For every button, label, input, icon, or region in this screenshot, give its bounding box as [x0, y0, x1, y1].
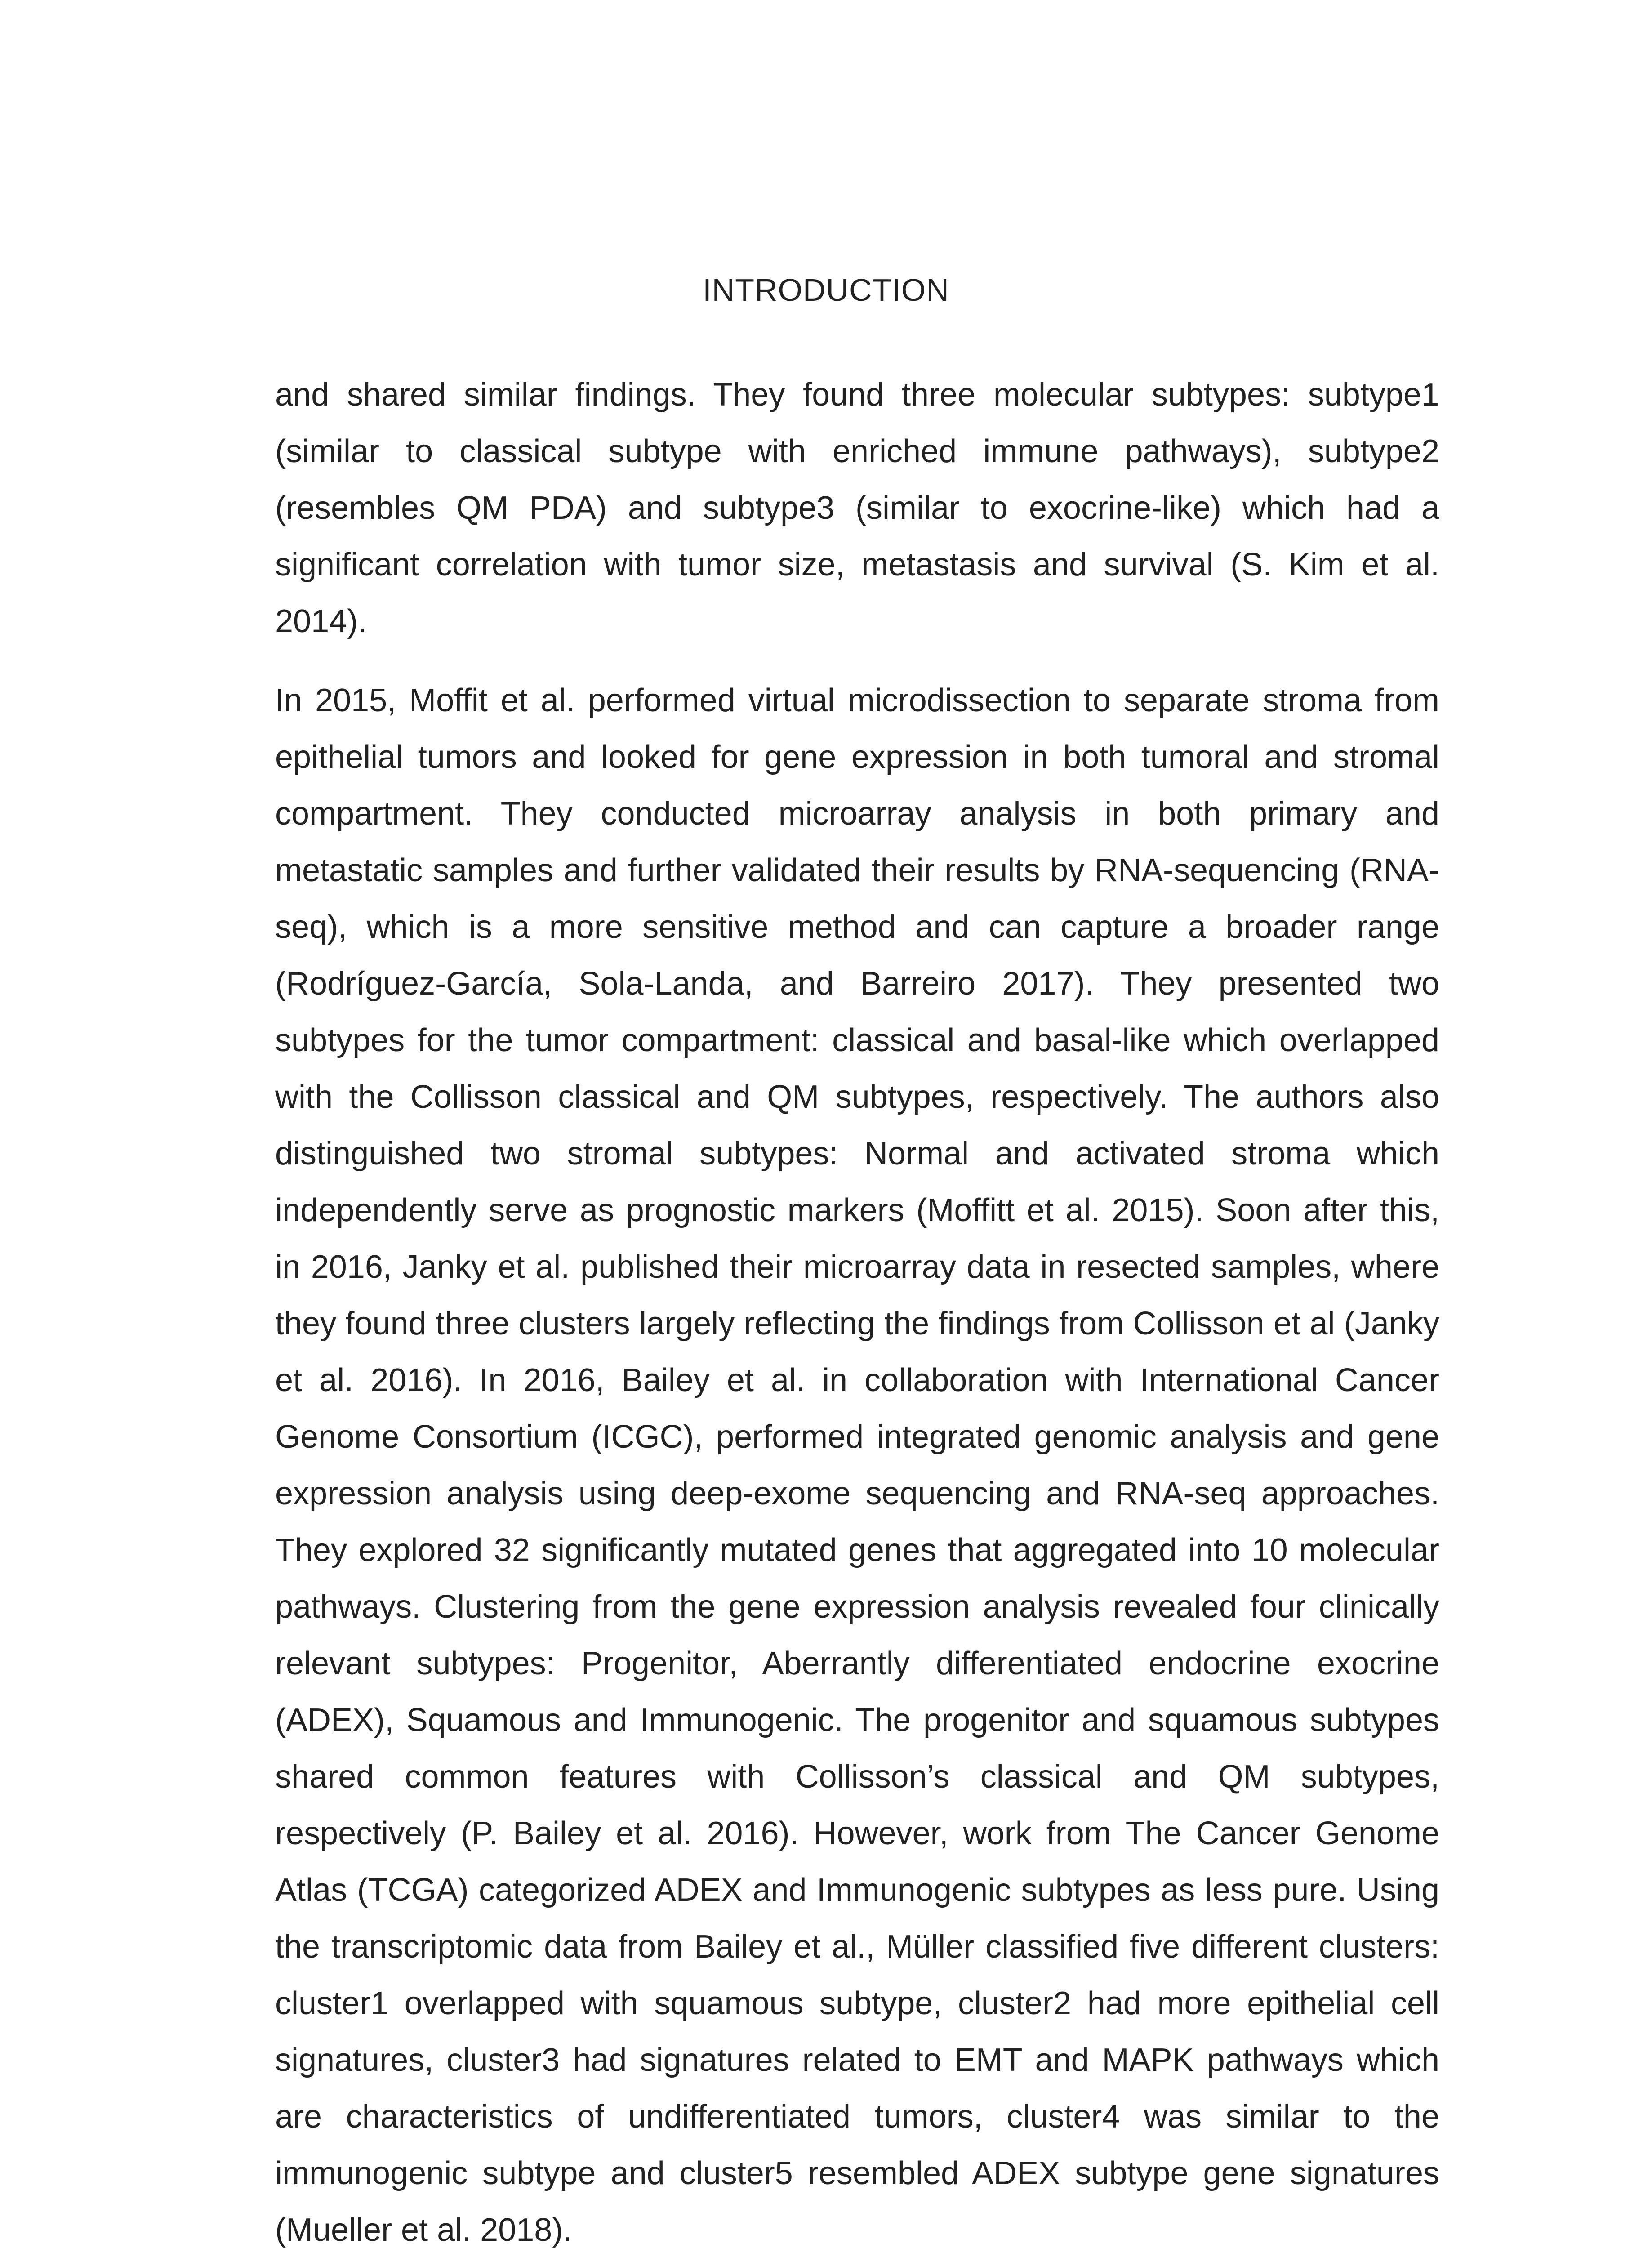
paragraph-subtypes: In 2015, Moffit et al. performed virtual microdissection to separate stroma from epithelial tumors and looked for gene expression in both tumoral and stromal compartment. They conducted microarray analysis in both primary and metastatic samples and further validated their results by RNA-sequencing (RNA-seq), which is a more sensitive method and can capture a broader range (Rodríguez-García, Sola-Landa, and Barreiro 2017). They presented two subtypes for the tumor compartment: classical and basal-like which overlapped with the Collisson classical and QM subtypes, respectively. The authors also distinguished two stromal subtypes: Normal and activated stroma which independently serve as prognostic markers (Moffitt et al. 2015). Soon after this, in 2016, Janky et al. published their microarray data in resected samples, where they found three clusters largely reflecting the findings from Collisson et al (Janky et al. 2016). In 2016, Bailey et al. in collaboration with International Cancer Genome Consortium (ICGC), performed integrated genomic analysis and gene expression analysis using deep-exome sequencing and RNA-seq approaches. They explored 32 significantly mutated genes that aggregated into 10 molecular pathways. Clustering from the gene expression analysis revealed four clinically relevant subtypes: Progenitor, Aberrantly differentiated endocrine exocrine (ADEX), Squamous and Immunogenic. The progenitor and squamous subtypes shared common features with Collisson’s classical and QM subtypes, respectively (P. Bailey et al. 2016). However, work from The Cancer Genome Atlas (TCGA) categorized ADEX and Immunogenic subtypes as less pure. Using the transcriptomic data from Bailey et al., Müller classified five different clusters: cluster1 overlapped with squamous subtype, cluster2 had more epithelial cell signatures, cluster3 had signatures related to EMT and MAPK pathways which are characteristics of undifferentiated tumors, cluster4 was similar to the immunogenic subtype and cluster5 resembled ADEX subtype gene signatures (Mueller et al. 2018). [275, 682, 1439, 2248]
paragraph-continued: and shared similar findings. They found three molecular subtypes: subtype1 (similar to classical subtype with enriched immune pathways), subtype2 (resembles QM PDA) and subtype3 (similar to exocrine-like) which had a significant correlation with tumor size, metastasis and survival (S. Kim et al. 2014). [275, 377, 1439, 639]
body-text [275, 366, 1439, 2248]
running-header: INTRODUCTION [703, 272, 949, 308]
